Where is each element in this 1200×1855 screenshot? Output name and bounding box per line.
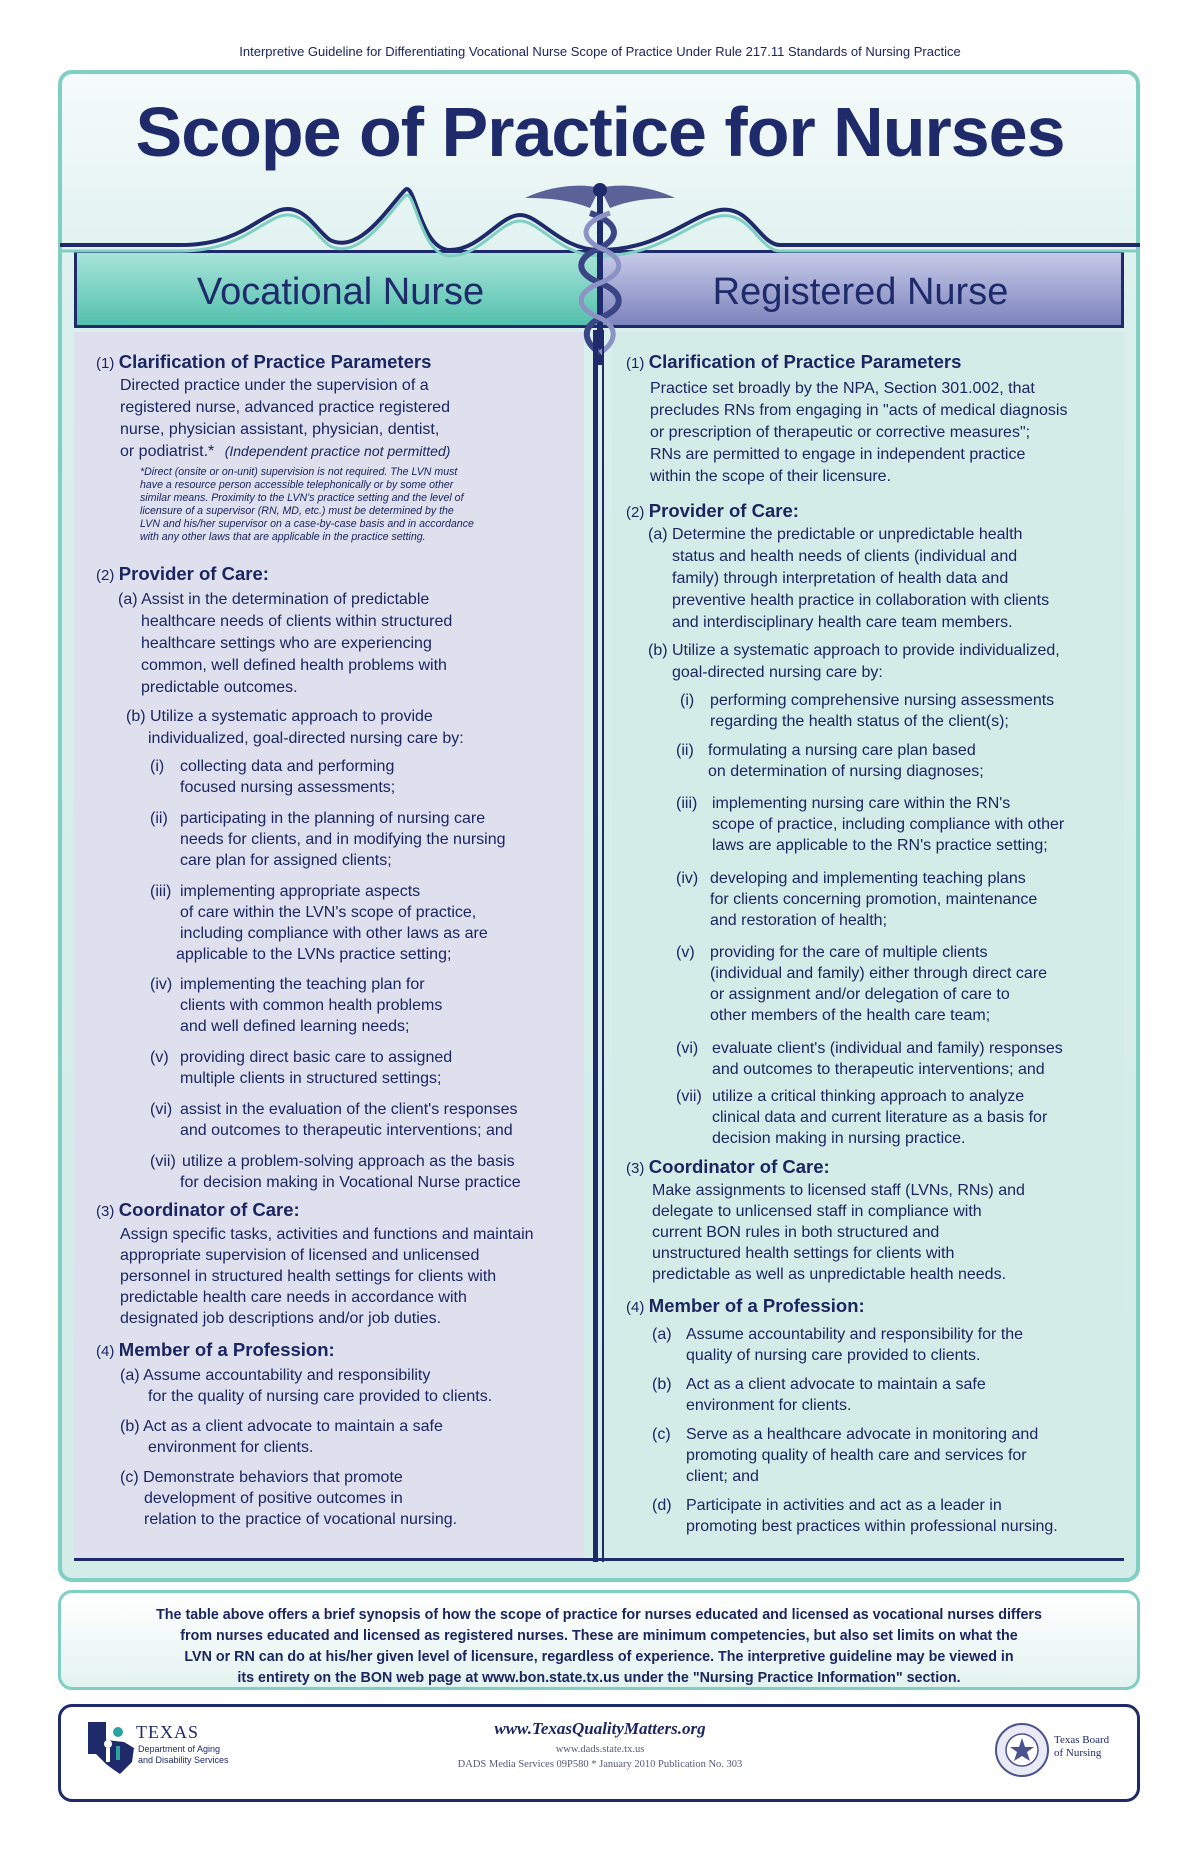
text-line: utilize a critical thinking approach to analyze	[712, 1088, 1025, 1105]
text-line: Participate in activities and act as a leader in	[686, 1497, 1002, 1514]
bon-logo-text	[1054, 1734, 1109, 1760]
texas-logo-word: TEXAS	[136, 1722, 199, 1742]
text-line: for decision making in Vocational Nurse practice	[180, 1174, 521, 1191]
text-line: unstructured health settings for clients with	[652, 1245, 955, 1262]
text-line: assist in the evaluation of the client's responses	[180, 1101, 518, 1118]
footnote-line: have a resource person accessible telephonically or by some other	[140, 479, 454, 491]
text-line: utilize a problem-solving approach as the basis	[182, 1153, 515, 1170]
column-divider	[593, 330, 598, 1562]
summary-line: from nurses educated and licensed as registered nurses. These are minimum competencies, but also set limits on what the	[180, 1628, 1018, 1644]
text-line: Make assignments to licensed staff (LVNs, RNs) and	[652, 1182, 1025, 1199]
lvn-banner-label: Vocational Nurse	[196, 271, 485, 313]
text-line: regarding the health status of the client(s);	[710, 713, 1009, 730]
item-number: (a)	[652, 1326, 672, 1343]
text-line: Serve as a healthcare advocate in monitoring and	[686, 1426, 1039, 1443]
rn-s4-heading	[626, 1295, 865, 1319]
section-title: Member of a Profession:	[118, 1339, 335, 1360]
rn-s1-heading	[626, 351, 961, 375]
text-line: clients with common health problems	[180, 997, 443, 1014]
text-line: environment for clients.	[686, 1397, 852, 1414]
section-title: Clarification of Practice Parameters	[118, 351, 432, 372]
text-line: (b) Act as a client advocate to maintain a safe	[120, 1418, 443, 1435]
text-line: performing comprehensive nursing assessments	[710, 692, 1055, 709]
document-subtitle: Interpretive Guideline for Differentiating Vocational Nurse Scope of Practice Under Rule 217.11 Standards of Nursing Practice	[239, 44, 961, 59]
text-line: status and health needs of clients (individual and	[672, 548, 1018, 565]
lvn-s4-heading	[96, 1339, 335, 1363]
text-line: development of positive outcomes in	[144, 1490, 403, 1507]
item-number: (b)	[652, 1376, 672, 1393]
text-line: formulating a nursing care plan based	[708, 742, 976, 759]
item-number: (i)	[680, 692, 695, 709]
text-line: other members of the health care team;	[710, 1007, 991, 1024]
item-number: (d)	[652, 1497, 672, 1514]
text-line: collecting data and performing	[180, 758, 395, 775]
item-number: (vii)	[676, 1088, 702, 1105]
text-line: client; and	[686, 1468, 759, 1485]
text-line: healthcare needs of clients within structured	[141, 613, 453, 630]
item-number: (vi)	[150, 1101, 173, 1118]
text-line: care plan for assigned clients;	[180, 852, 392, 869]
text-line: and interdisciplinary health care team members.	[672, 614, 1013, 631]
text-line: developing and implementing teaching plans	[710, 870, 1026, 887]
section-title: Member of a Profession:	[648, 1295, 865, 1316]
summary-line: The table above offers a brief synopsis of how the scope of practice for nurses educated and licensed as vocational nurses differs	[156, 1607, 1042, 1623]
text-line: decision making in nursing practice.	[712, 1130, 966, 1147]
text-line: clinical data and current literature as a basis for	[712, 1109, 1048, 1126]
publication-info: DADS Media Services 09P580 * January 2010 Publication No. 303	[457, 1759, 743, 1770]
text-line: environment for clients.	[148, 1439, 314, 1456]
bon-logo-line: Texas Board	[1054, 1734, 1110, 1746]
text-line: within the scope of their licensure.	[650, 468, 892, 485]
text-line: current BON rules in both structured and	[652, 1224, 940, 1241]
lvn-s2-heading	[96, 563, 269, 587]
section-number: (3)	[96, 1203, 115, 1220]
independent-practice-note: (Independent practice not permitted)	[224, 443, 451, 459]
text-line: needs for clients, and in modifying the nursing	[180, 831, 506, 848]
text-line: (c) Demonstrate behaviors that promote	[120, 1469, 403, 1486]
item-number: (iii)	[150, 883, 172, 900]
texas-logo-line: Department of Aging	[138, 1744, 221, 1754]
page-title: Scope of Practice for Nurses	[135, 93, 1065, 171]
lvn-s3-heading	[96, 1199, 300, 1223]
item-number: (c)	[652, 1426, 671, 1443]
text-line: precludes RNs from engaging in "acts of medical diagnosis	[650, 402, 1068, 419]
bon-seal-icon	[994, 1722, 1050, 1778]
text-line: Assign specific tasks, activities and functions and maintain	[120, 1226, 534, 1243]
text-line: (b) Utilize a systematic approach to provide	[126, 708, 433, 725]
text-line: Assume accountability and responsibility for the	[686, 1326, 1024, 1343]
text-line: implementing appropriate aspects	[180, 883, 421, 900]
text-line: registered nurse, advanced practice registered	[120, 399, 450, 416]
section-title: Coordinator of Care:	[118, 1199, 300, 1220]
item-number: (v)	[676, 944, 695, 961]
footnote-line: similar means. Proximity to the LVN's practice setting and the level of	[140, 492, 464, 504]
text-line: implementing nursing care within the RN's	[712, 795, 1011, 812]
text-line: common, well defined health problems with	[141, 657, 447, 674]
text-line: RNs are permitted to engage in independent practice	[650, 446, 1026, 463]
text-line: predictable outcomes.	[141, 679, 298, 696]
section-number: (1)	[626, 355, 645, 372]
text-line: (a) Determine the predictable or unpredictable health	[648, 526, 1023, 543]
section-number: (1)	[96, 355, 115, 372]
text-line: providing direct basic care to assigned	[180, 1049, 453, 1066]
section-number: (4)	[626, 1299, 645, 1316]
section-number: (4)	[96, 1343, 115, 1360]
item-number: (vi)	[676, 1040, 699, 1057]
text-line: (individual and family) either through direct care	[710, 965, 1048, 982]
footnote-line: LVN and his/her supervisor on a case-by-case basis and in accordance	[140, 518, 474, 530]
text-line: nurse, physician assistant, physician, dentist,	[120, 421, 440, 438]
section-number: (3)	[626, 1160, 645, 1177]
text-line: promoting best practices within professional nursing.	[686, 1518, 1058, 1535]
item-number: (ii)	[150, 810, 168, 827]
text-line: multiple clients in structured settings;	[180, 1070, 442, 1087]
text-line: applicable to the LVNs practice setting;	[176, 946, 452, 963]
text-fragment: or podiatrist.*	[120, 443, 215, 460]
caduceus-icon	[520, 178, 680, 368]
text-line: individualized, goal-directed nursing care by:	[148, 730, 464, 747]
footnote-line: with any other laws that are applicable in the practice setting.	[140, 531, 426, 543]
text-line: for the quality of nursing care provided to clients.	[148, 1388, 493, 1405]
text-line: (a) Assist in the determination of predictable	[118, 591, 430, 608]
text-line: evaluate client's (individual and family) responses	[712, 1040, 1063, 1057]
item-number: (vii)	[150, 1153, 176, 1170]
text-line: or prescription of therapeutic or corrective measures";	[650, 424, 1031, 441]
summary-line: its entirety on the BON web page at www.bon.state.tx.us under the "Nursing Practice Information" section.	[237, 1670, 961, 1686]
item-number: (iv)	[676, 870, 699, 887]
text-line: participating in the planning of nursing care	[180, 810, 486, 827]
footnote-line: *Direct (onsite or on-unit) supervision is not required. The LVN must	[140, 466, 458, 478]
texas-board-of-nursing-logo	[994, 1712, 1124, 1792]
text-line: designated job descriptions and/or job duties.	[120, 1310, 442, 1327]
section-title: Provider of Care:	[118, 563, 269, 584]
text-line: goal-directed nursing care by:	[672, 664, 883, 681]
website-link[interactable]: www.TexasQualityMatters.org	[494, 1719, 706, 1738]
item-number: (v)	[150, 1049, 169, 1066]
table-bottom-rule	[74, 1558, 1124, 1561]
text-line: and outcomes to therapeutic interventions; and	[180, 1122, 513, 1139]
text-line: personnel in structured health settings for clients with	[120, 1268, 497, 1285]
text-line: or assignment and/or delegation of care to	[710, 986, 1010, 1003]
text-line: and outcomes to therapeutic interventions; and	[712, 1061, 1045, 1078]
text-line: predictable health care needs in accordance with	[120, 1289, 467, 1306]
section-title: Coordinator of Care:	[648, 1156, 830, 1177]
section-title: Clarification of Practice Parameters	[648, 351, 962, 372]
section-title: Provider of Care:	[648, 500, 799, 521]
text-line: family) through interpretation of health data and	[672, 570, 1009, 587]
item-number: (iii)	[676, 795, 698, 812]
text-line: scope of practice, including compliance with other	[712, 816, 1065, 833]
text-line: focused nursing assessments;	[180, 779, 396, 796]
text-line: predictable as well as unpredictable health needs.	[652, 1266, 1007, 1283]
text-line: preventive health practice in collaboration with clients	[672, 592, 1050, 609]
rn-s2-heading	[626, 500, 799, 524]
text-line: of care within the LVN's scope of practice,	[180, 904, 477, 921]
text-line: including compliance with other laws as are	[180, 925, 488, 942]
texas-logo-line: and Disability Services	[138, 1755, 229, 1765]
text-line: quality of nursing care provided to clients.	[686, 1347, 981, 1364]
text-line: Practice set broadly by the NPA, Section 301.002, that	[650, 380, 1035, 397]
item-number: (ii)	[676, 742, 694, 759]
text-line: relation to the practice of vocational nursing.	[144, 1511, 458, 1528]
rn-banner-label: Registered Nurse	[712, 271, 1009, 313]
text-line: and well defined learning needs;	[180, 1018, 410, 1035]
item-number: (iv)	[150, 976, 173, 993]
item-number: (i)	[150, 758, 165, 775]
section-number: (2)	[96, 567, 115, 584]
text-line: for clients concerning promotion, maintenance	[710, 891, 1038, 908]
footnote-line: licensure of a supervisor (RN, MD, etc.) must be determined by the	[140, 505, 454, 517]
summary-line: LVN or RN can do at his/her given level of licensure, regardless of experience. The interpretive guideline may be viewed in	[184, 1649, 1014, 1665]
text-line: and restoration of health;	[710, 912, 888, 929]
text-line	[120, 441, 450, 463]
text-line: delegate to unlicensed staff in compliance with	[652, 1203, 982, 1220]
text-line: implementing the teaching plan for	[180, 976, 425, 993]
column-divider-thin	[602, 330, 604, 1562]
text-line: (a) Assume accountability and responsibility	[120, 1367, 431, 1384]
text-line: healthcare settings who are experiencing	[141, 635, 432, 652]
rn-s3-heading	[626, 1156, 830, 1180]
summary-box	[58, 1590, 1140, 1690]
text-line: appropriate supervision of licensed and unlicensed	[120, 1247, 480, 1264]
lvn-s1-heading	[96, 351, 431, 375]
text-line: laws are applicable to the RN's practice setting;	[712, 837, 1048, 854]
text-line: promoting quality of health care and services for	[686, 1447, 1027, 1464]
text-line: Act as a client advocate to maintain a safe	[686, 1376, 986, 1393]
text-line: (b) Utilize a systematic approach to provide individualized,	[648, 642, 1060, 659]
bon-logo-line: of Nursing	[1054, 1747, 1102, 1759]
dads-url-link[interactable]: www.dads.state.tx.us	[555, 1744, 645, 1755]
text-line: Directed practice under the supervision of a	[120, 377, 429, 394]
summary-text	[101, 1605, 1097, 1689]
section-number: (2)	[626, 504, 645, 521]
text-line: on determination of nursing diagnoses;	[708, 763, 984, 780]
text-line: providing for the care of multiple clients	[710, 944, 988, 961]
